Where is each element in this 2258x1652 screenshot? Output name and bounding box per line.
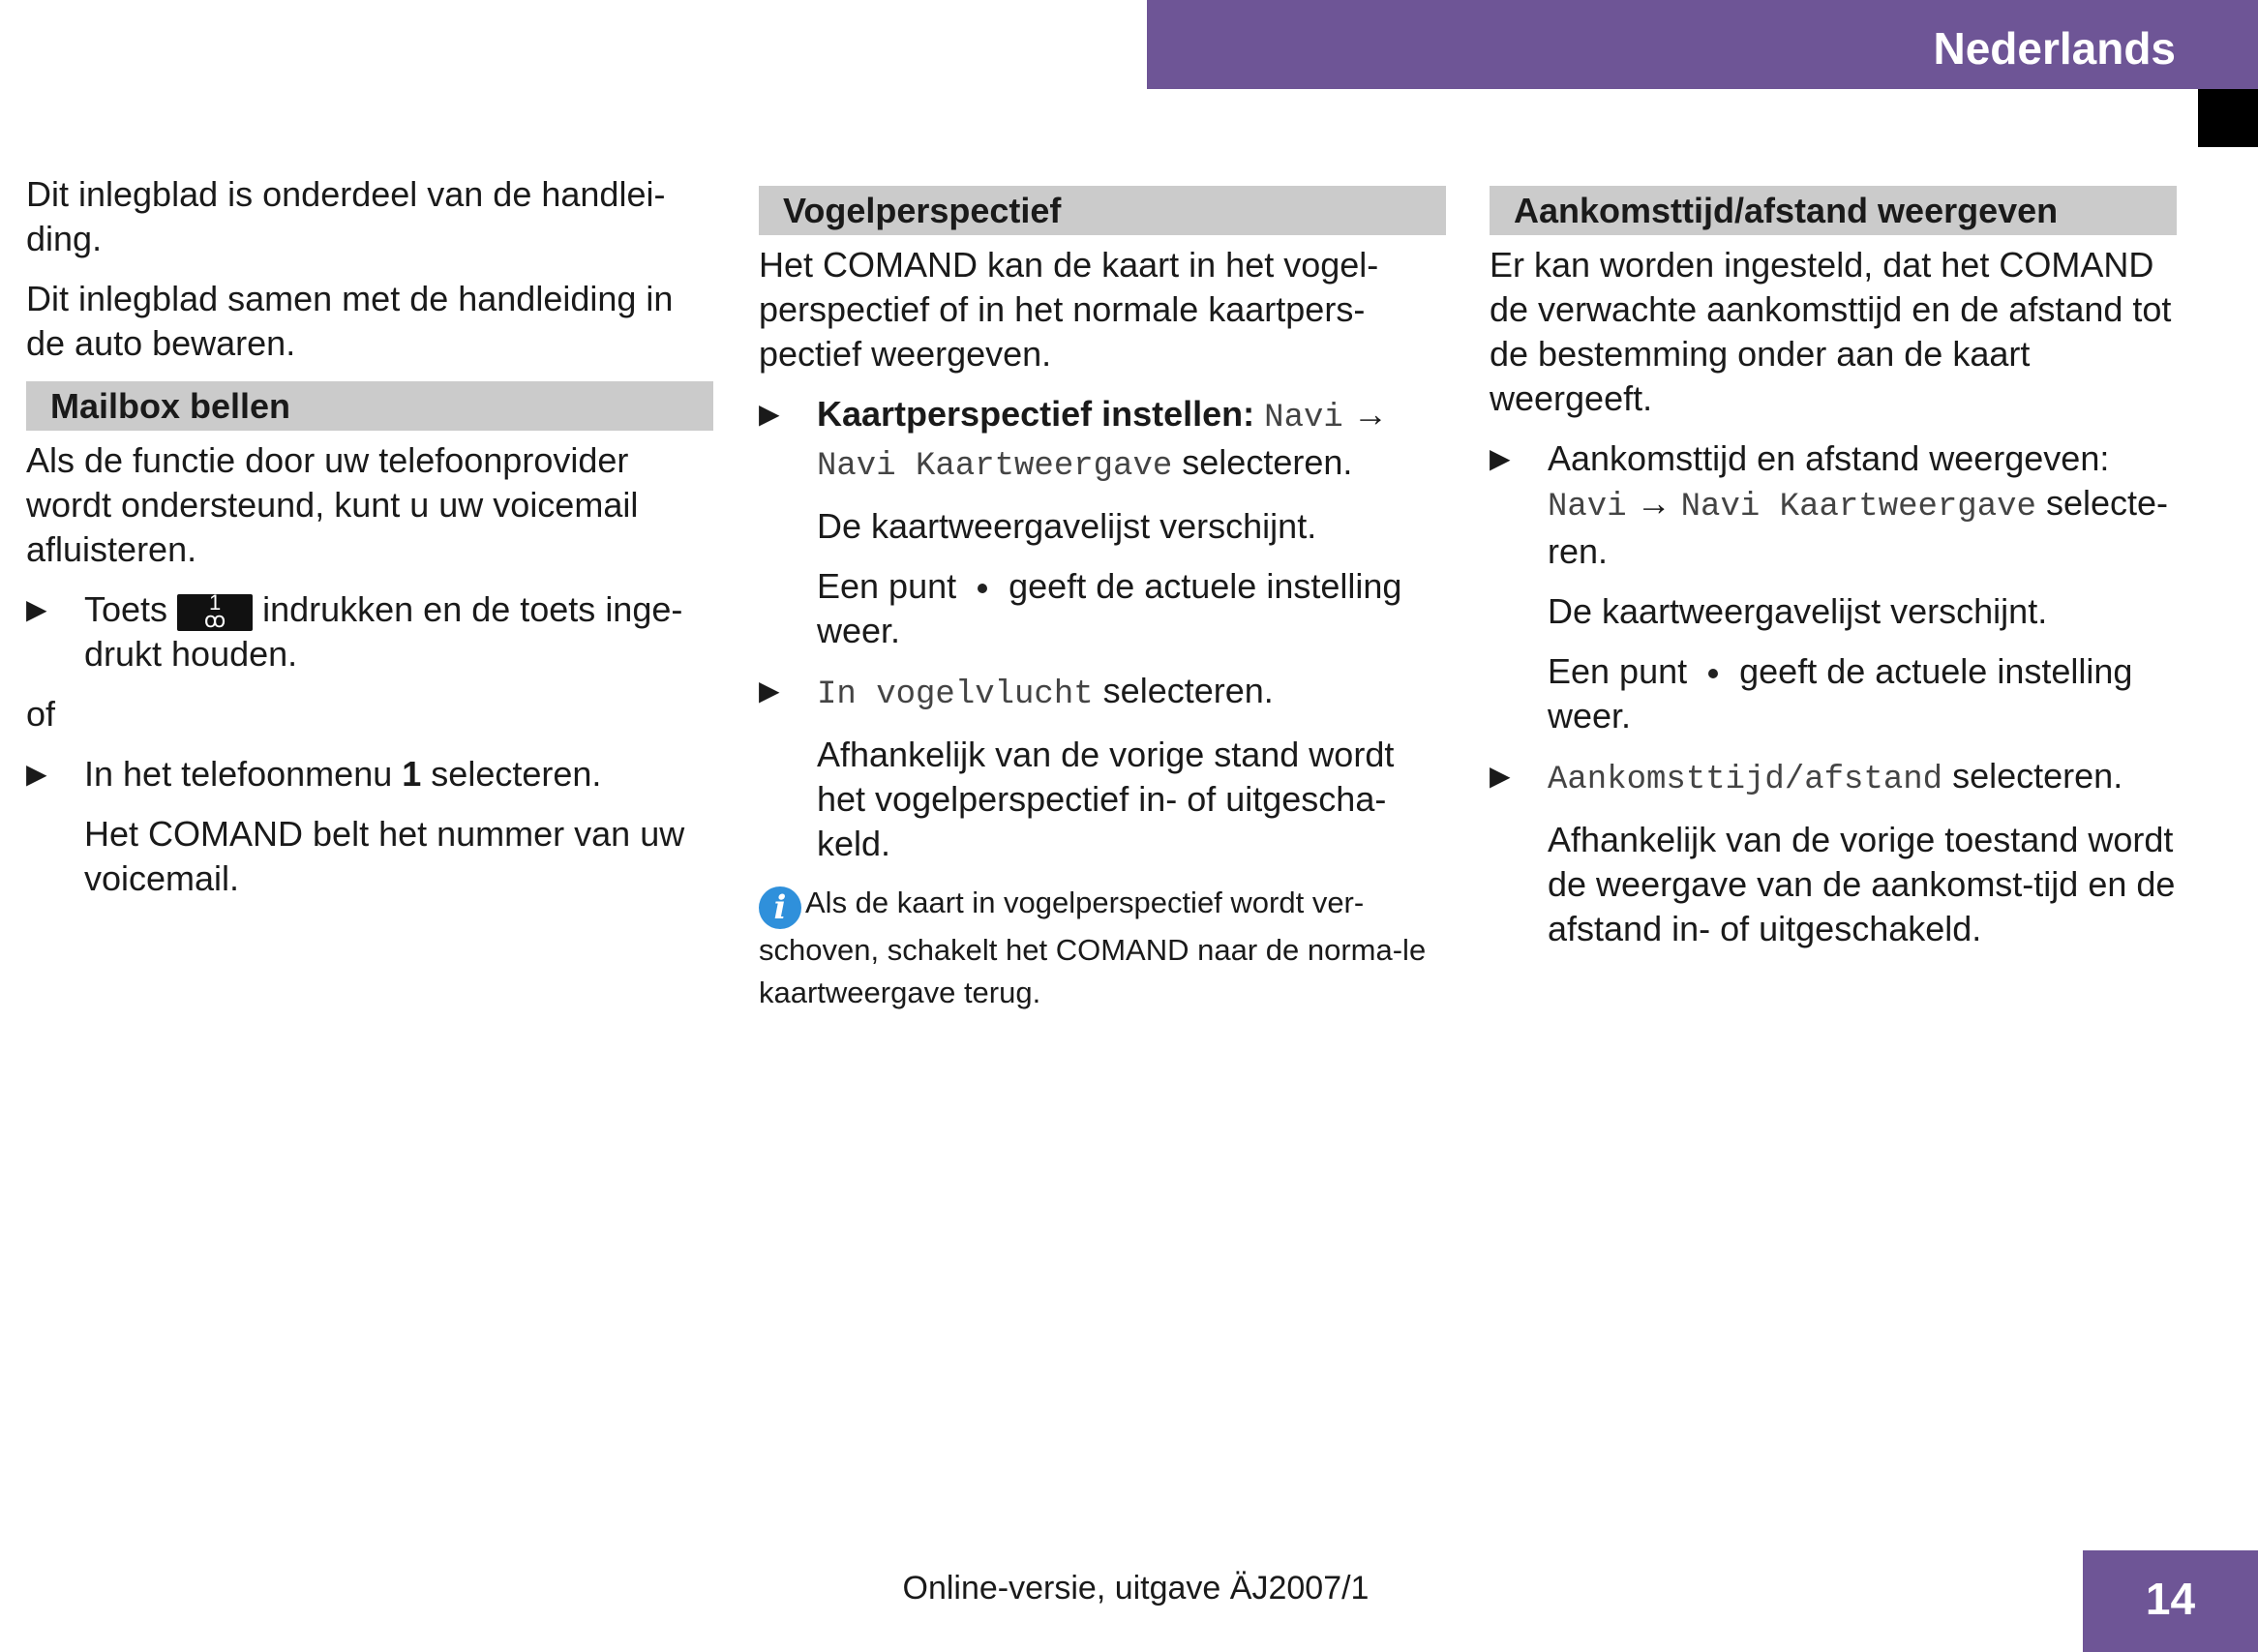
dot-icon bbox=[978, 584, 987, 593]
vogel-body: Het COMAND kan de kaart in het vogel-perspectief of in het normale kaartpers-pectief weergeven. bbox=[759, 245, 1379, 374]
arrow-bullet-icon: ▶ bbox=[1490, 443, 1511, 473]
column-1 bbox=[26, 172, 713, 916]
heading-vogelperspectief: Vogelperspectief bbox=[759, 186, 1446, 235]
arrow-bullet-icon: ▶ bbox=[26, 759, 47, 789]
arrow-bullet-icon: ▶ bbox=[759, 399, 780, 429]
dot-explanation: Een punt geeft de actuele instelling weer. bbox=[1548, 651, 2133, 736]
arrow-bullet-icon: ▶ bbox=[759, 676, 780, 706]
step-phone-menu: ▶ In het telefoonmenu 1 selecteren. bbox=[26, 752, 713, 796]
menu-path-kaartweergave: Navi Kaartweergave bbox=[817, 448, 1173, 485]
edition-footer: Online-versie, uitgave ÄJ2007/1 bbox=[902, 1570, 1370, 1607]
step-select-vogelvlucht: ▶ In vogelvlucht selecteren. bbox=[759, 671, 1274, 713]
result-toggle: Afhankelijk van de vorige toestand wordt de weergave van de aankomst-tijd en de afstand in- of uitgeschakeld. bbox=[1548, 820, 2176, 948]
step-press-key bbox=[26, 587, 713, 676]
voicemail-key-icon: 1 ꝏ bbox=[177, 594, 253, 631]
result-list-appears: De kaartweergavelijst verschijnt. bbox=[1548, 591, 2048, 631]
heading-aankomsttijd: Aankomsttijd/afstand weergeven bbox=[1490, 186, 2177, 235]
mailbox-body: Als de functie door uw telefoonprovider wordt ondersteund, kunt u uw voicemail afluisteren. bbox=[26, 440, 639, 569]
intro-paragraph-1: Dit inlegblad is onderdeel van de handlei-ding. bbox=[26, 174, 666, 258]
menu-path-navi: Navi bbox=[1548, 489, 1627, 526]
column-2 bbox=[759, 172, 1446, 1014]
result-toggle: Afhankelijk van de vorige stand wordt het vogelperspectief in- of uitgescha-keld. bbox=[817, 735, 1395, 863]
result-text: Het COMAND belt het nummer van uw voicemail. bbox=[84, 814, 685, 898]
aankomst-body: Er kan worden ingesteld, dat het COMAND de verwachte aankomsttijd en de afstand tot de bestemming onder aan de kaart weergeeft. bbox=[1490, 245, 2172, 418]
info-icon: i bbox=[759, 886, 801, 929]
heading-mailbox-bellen: Mailbox bellen bbox=[26, 381, 713, 431]
language-banner: Nederlands bbox=[1147, 0, 2258, 89]
menu-path-kaartweergave: Navi Kaartweergave bbox=[1680, 489, 2036, 526]
or-text: of bbox=[26, 694, 56, 734]
intro-paragraph-2: Dit inlegblad samen met de handleiding in de auto bewaren. bbox=[26, 279, 674, 363]
menu-item-in-vogelvlucht: In vogelvlucht bbox=[817, 676, 1094, 713]
info-note: i Als de kaart in vogelperspectief wordt ver-schoven, schakelt het COMAND naar de norma-le kaartweergave terug. bbox=[759, 886, 1427, 1009]
menu-item-aankomsttijd-afstand: Aankomsttijd/afstand bbox=[1548, 762, 1943, 798]
result-list-appears: De kaartweergavelijst verschijnt. bbox=[817, 506, 1317, 546]
step-set-perspective: ▶ Kaartperspectief instellen: Navi → Navi Kaartweergave selecteren. bbox=[759, 394, 1388, 485]
dot-icon bbox=[1708, 669, 1718, 678]
arrow-bullet-icon: ▶ bbox=[1490, 761, 1511, 791]
thumb-tab-marker bbox=[2198, 89, 2258, 147]
menu-path-navi: Navi bbox=[1264, 400, 1343, 436]
page-number: 14 bbox=[2083, 1550, 2258, 1652]
step-select-aankomsttijd: ▶ Aankomsttijd/afstand selecteren. bbox=[1490, 756, 2123, 798]
step-text-pre: Toets bbox=[84, 589, 168, 629]
dot-explanation: Een punt geeft de actuele instelling weer. bbox=[817, 566, 1402, 650]
column-3 bbox=[1490, 172, 2177, 967]
step-text-post: indrukken en de toets inge-drukt houden. bbox=[84, 589, 683, 674]
step-show-arrival: ▶ Aankomsttijd en afstand weergeven: Navi → Navi Kaartweergave selecte-ren. bbox=[1490, 438, 2168, 571]
arrow-bullet-icon: ▶ bbox=[26, 594, 47, 624]
